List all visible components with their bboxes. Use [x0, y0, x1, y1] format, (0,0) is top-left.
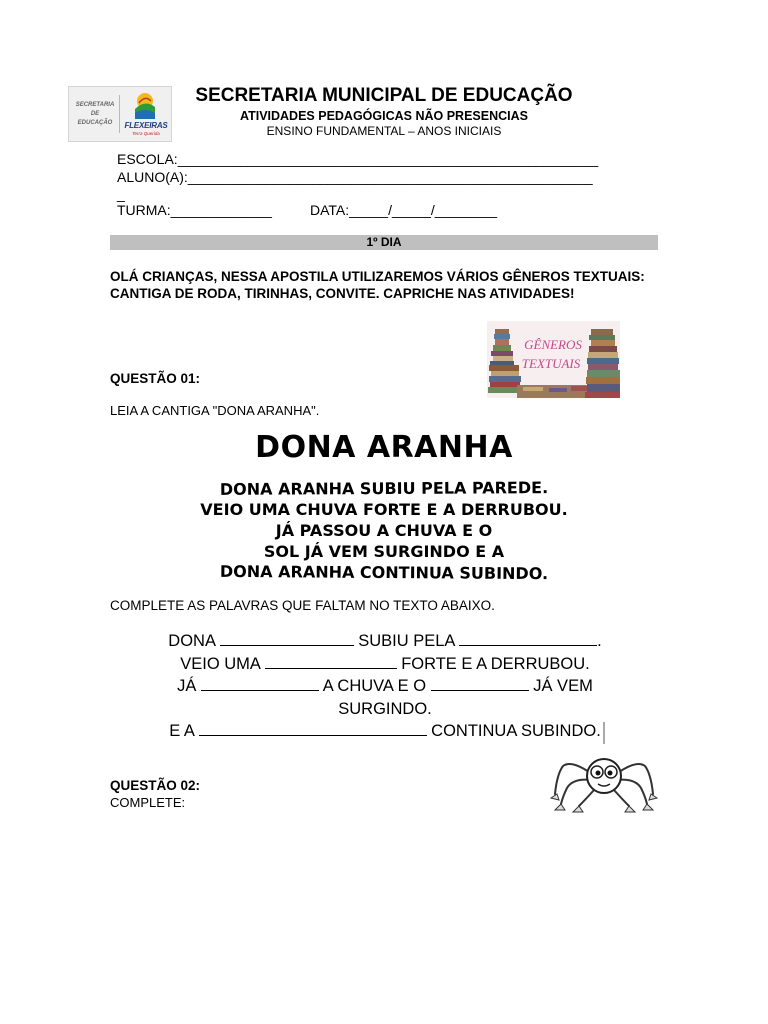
- fill-line-2: [110, 653, 660, 676]
- fill-text: E A: [169, 722, 194, 740]
- document-subtitle: ATIVIDADES PEDAGÓGICAS NÃO PRESENCIAS: [239, 109, 528, 123]
- blank-field[interactable]: [201, 676, 319, 691]
- question-2-instruction: COMPLETE:: [110, 795, 186, 810]
- spider-icon: [549, 722, 659, 817]
- escola-field[interactable]: ESCOLA:______________________________________________________: [117, 151, 599, 167]
- turma-field[interactable]: TURMA:_____________: [117, 202, 272, 218]
- fill-line-3: [110, 675, 660, 698]
- question-1-instruction: LEIA A CANTIGA "DONA ARANHA".: [110, 403, 320, 418]
- fill-line-1: [110, 630, 660, 653]
- fill-text: JÁ: [177, 677, 197, 695]
- fill-text: CONTINUA SUBINDO.: [431, 722, 601, 740]
- poem-line: JÁ PASSOU A CHUVA E O: [275, 521, 493, 540]
- blank-field[interactable]: [265, 654, 397, 669]
- fill-text: FORTE E A DERRUBOU.: [401, 654, 590, 673]
- intro-paragraph: OLÁ CRIANÇAS, NESSA APOSTILA UTILIZAREMOS VÁRIOS GÊNEROS TEXTUAIS: CANTIGA DE RODA, TIRINHAS, CONVITE. CAPRICHE NAS ATIVIDADES!: [110, 269, 645, 301]
- day-header-bar: 1º DIA: [110, 235, 658, 250]
- poem-title: DONA ARANHA: [255, 430, 513, 465]
- fill-text: SUBIU PELA: [358, 632, 455, 650]
- data-field[interactable]: DATA:_____/_____/________: [310, 202, 498, 218]
- blank-field[interactable]: [199, 721, 427, 736]
- fill-text: JÁ VEM: [533, 677, 593, 695]
- complete-instruction: COMPLETE AS PALAVRAS QUE FALTAM NO TEXTO ABAIXO.: [110, 598, 495, 613]
- document-title: SECRETARIA MUNICIPAL DE EDUCAÇÃO: [195, 85, 573, 106]
- poem-text: [0, 478, 768, 583]
- question-1-title: QUESTÃO 01:: [110, 371, 201, 386]
- stray-underscore: _: [117, 186, 125, 202]
- fill-text: A CHUVA E O: [322, 677, 427, 695]
- generos-word: GÊNEROS: [524, 337, 582, 352]
- poem-line: VEIO UMA CHUVA FORTE E A DERRUBOU.: [200, 500, 568, 519]
- fill-text: SURGINDO.: [338, 699, 432, 718]
- fill-text: DONA: [168, 632, 216, 650]
- poem-line: DONA ARANHA CONTINUA SUBINDO.: [219, 561, 549, 584]
- blank-field[interactable]: [431, 676, 529, 691]
- textuais-word: TEXTUAIS: [521, 356, 581, 371]
- generos-textuais-illustration: [487, 321, 620, 398]
- fill-text: .: [597, 632, 602, 650]
- poem-line: SOL JÁ VEM SURGINDO E A: [263, 542, 505, 561]
- fill-line-4: [110, 698, 660, 721]
- blank-field[interactable]: [459, 631, 597, 646]
- aluno-field[interactable]: ALUNO(A):____________________________________________________: [117, 169, 593, 185]
- logo-city-name: FLEXEIRAS: [124, 121, 168, 130]
- blank-field[interactable]: [220, 631, 354, 646]
- question-2-title: QUESTÃO 02:: [110, 778, 201, 793]
- logo-tagline: Terra Querida: [132, 131, 160, 136]
- logo-department-text: SECRETARIA DE EDUCAÇÃO: [75, 102, 115, 126]
- poem-line: DONA ARANHA SUBIU PELA PAREDE.: [219, 478, 549, 499]
- document-level: ENSINO FUNDAMENTAL – ANOS INICIAIS: [266, 124, 502, 138]
- fill-text: VEIO UMA: [180, 654, 260, 673]
